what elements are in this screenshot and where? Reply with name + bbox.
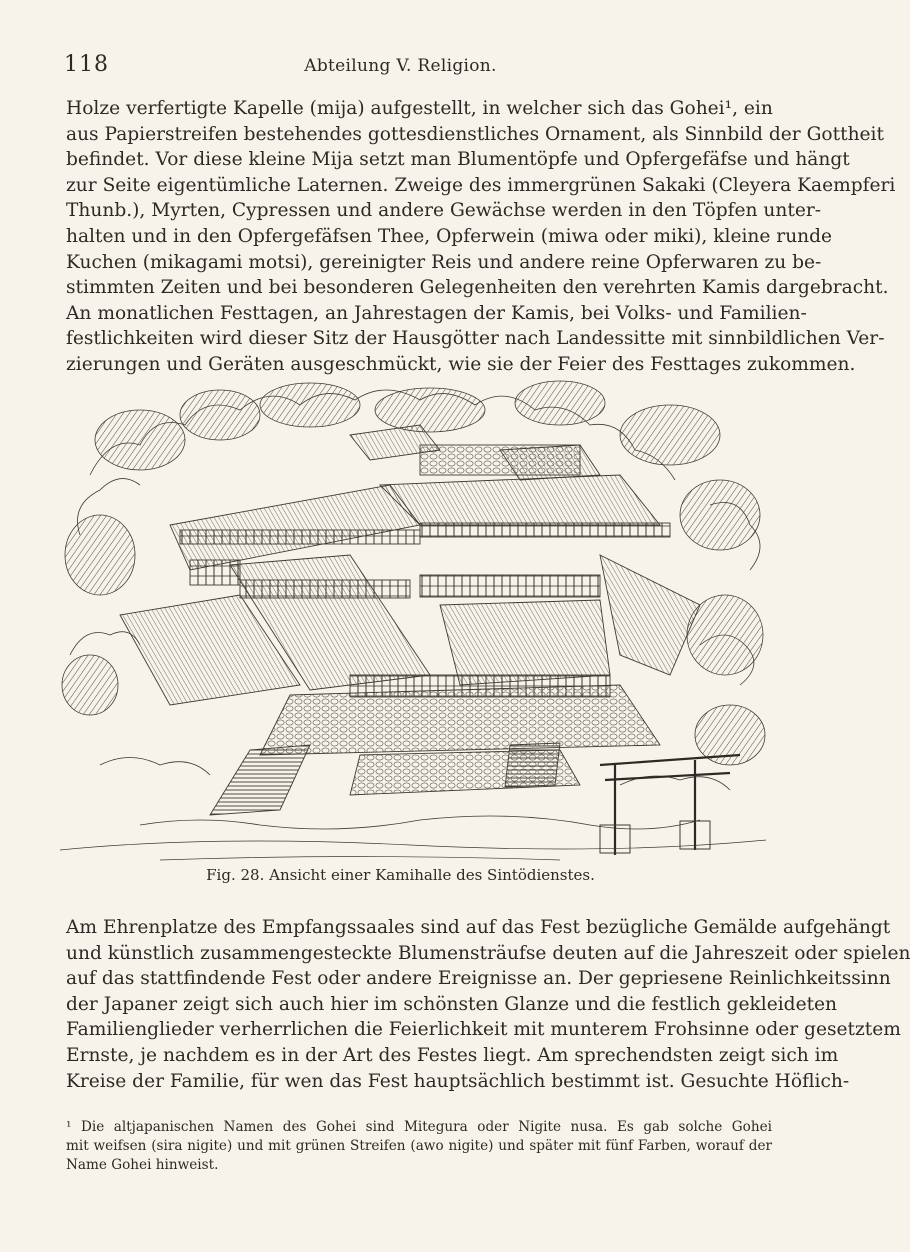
text-line: Thunb.), Myrten, Cypressen und andere Gewächse werden in den Töpfen unter- <box>66 200 822 222</box>
figure-shrine-illustration <box>60 355 766 885</box>
text-line: Am Ehrenplatze des Empfangssaales sind auf das Fest bezügliche Gemälde aufgehängt <box>66 917 891 938</box>
text-line: halten und in den Opfergefäfsen Thee, Opferwein (miwa oder miki), kleine runde <box>66 225 833 247</box>
footnote-line: Name Gohei hinweist. <box>66 1157 219 1173</box>
text-line: zierungen und Geräten ausgeschmückt, wie sie der Feier des Festtages zukommen. <box>66 353 856 375</box>
shrine-engraving <box>60 355 766 865</box>
text-line: Ernste, je nachdem es in der Art des Festes liegt. Am sprechendsten zeigt sich im <box>66 1044 839 1066</box>
text-line: stimmten Zeiten und bei besonderen Gelegenheiten den verehrten Kamis dargebracht. <box>66 277 889 299</box>
running-title: Abteilung V. Religion. <box>304 56 497 76</box>
text-line: Kreise der Familie, für wen das Fest hauptsächlich bestimmt ist. Gesuchte Höflich- <box>66 1070 850 1092</box>
figure-caption: Fig. 28. Ansicht einer Kamihalle des Sintödienstes. <box>206 866 595 884</box>
page-number: 118 <box>64 52 109 77</box>
paragraph-bottom <box>66 915 910 1094</box>
footnote-line: ¹ Die altjapanischen Namen des Gohei sind Mitegura oder Nigite nusa. Es gab solche Gohei <box>66 1119 772 1135</box>
text-line: festlichkeiten wird dieser Sitz der Hausgötter nach Landessitte mit sinnbildlichen Ver- <box>66 328 885 350</box>
text-line: Kuchen (mikagami motsi), gereinigter Reis und andere reine Opferwaren zu be- <box>66 251 822 273</box>
footnote <box>66 1118 772 1175</box>
text-line: Holze verfertigte Kapelle (mija) aufgestellt, in welcher sich das Gohei¹, ein <box>66 98 773 119</box>
footnote-line: mit weifsen (sira nigite) und mit grünen Streifen (awo nigite) und später mit fünf Farben, worauf der <box>66 1138 772 1154</box>
text-line: zur Seite eigentümliche Laternen. Zweige des immergrünen Sakaki (Cleyera Kaempferi <box>66 174 896 196</box>
paragraph-top <box>66 96 896 378</box>
text-line: An monatlichen Festtagen, an Jahrestagen der Kamis, bei Volks- und Familien- <box>66 302 807 324</box>
text-line: der Japaner zeigt sich auch hier im schönsten Glanze und die festlich gekleideten <box>66 993 838 1015</box>
text-line: befindet. Vor diese kleine Mija setzt man Blumentöpfe und Opfergefäfse und hängt <box>66 149 850 171</box>
text-line: auf das stattfindende Fest oder andere Ereignisse an. Der gepriesene Reinlichkeitssinn <box>66 968 891 990</box>
text-line: aus Papierstreifen bestehendes gottesdienstliches Ornament, als Sinnbild der Gottheit <box>66 123 884 145</box>
text-line: Familienglieder verherrlichen die Feierlichkeit mit munterem Frohsinne oder gesetztem <box>66 1019 901 1041</box>
text-line: und künstlich zusammengesteckte Blumensträufse deuten auf die Jahreszeit oder spielen <box>66 942 910 964</box>
